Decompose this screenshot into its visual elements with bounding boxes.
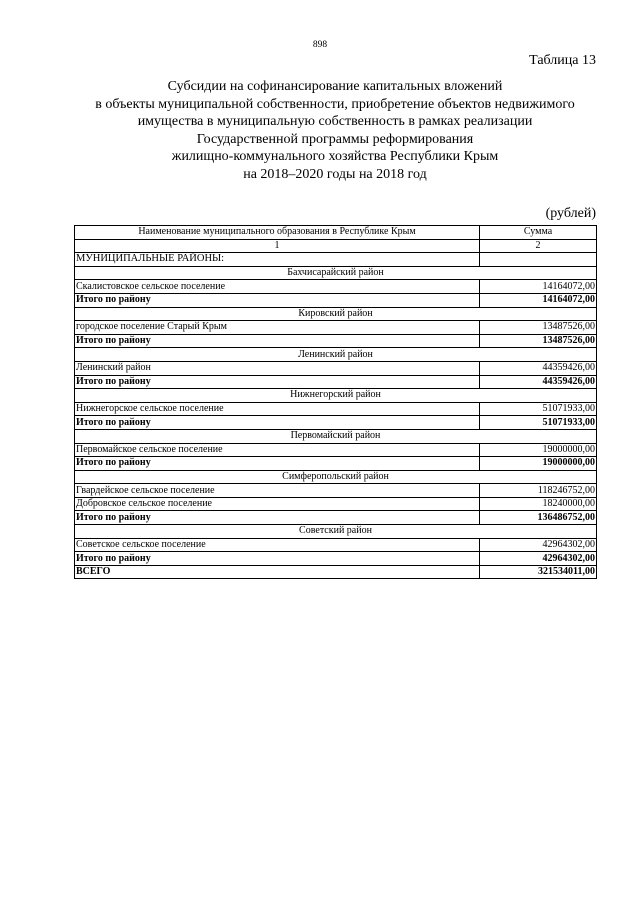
district-total-amount: 51071933,00 <box>480 416 597 430</box>
district-name: Первомайский район <box>75 429 597 443</box>
table-row <box>75 280 597 294</box>
district-total-amount: 44359426,00 <box>480 375 597 389</box>
municipality-amount: 118246752,00 <box>480 484 597 498</box>
district-name: Кировский район <box>75 307 597 321</box>
municipality-name: Первомайское сельское поселение <box>75 443 480 457</box>
municipality-amount: 44359426,00 <box>480 361 597 375</box>
municipality-name: Нижнегорское сельское поселение <box>75 402 480 416</box>
municipality-amount: 14164072,00 <box>480 280 597 294</box>
municipality-name: Ленинский район <box>75 361 480 375</box>
page-number: 898 <box>312 40 328 50</box>
district-total-row <box>75 375 597 389</box>
district-name: Бахчисарайский район <box>75 266 597 280</box>
district-header-row <box>75 525 597 539</box>
district-total-amount: 136486752,00 <box>480 511 597 525</box>
district-total-amount: 13487526,00 <box>480 334 597 348</box>
district-total-label: Итого по району <box>75 457 480 471</box>
table-row <box>75 538 597 552</box>
table-row <box>75 321 597 335</box>
district-header-row <box>75 389 597 403</box>
municipality-name: Советское сельское поселение <box>75 538 480 552</box>
municipality-amount: 19000000,00 <box>480 443 597 457</box>
title-line: жилищно-коммунального хозяйства Республики Крым <box>171 149 499 164</box>
district-name: Симферопольский район <box>75 470 597 484</box>
district-header-row <box>75 348 597 362</box>
table-numbering-row <box>75 239 597 253</box>
grand-total-row <box>75 565 597 579</box>
district-name: Нижнегорский район <box>75 389 597 403</box>
municipality-amount: 13487526,00 <box>480 321 597 335</box>
table-row <box>75 497 597 511</box>
district-header-row <box>75 429 597 443</box>
district-total-row <box>75 334 597 348</box>
numbering-cell-1: 1 <box>75 239 480 253</box>
district-header-row <box>75 470 597 484</box>
municipality-name: Скалистовское сельское поселение <box>75 280 480 294</box>
district-name: Советский район <box>75 525 597 539</box>
numbering-cell-2: 2 <box>480 239 597 253</box>
municipality-name: городское поселение Старый Крым <box>75 321 480 335</box>
document-title <box>50 78 620 183</box>
municipality-name: Гвардейское сельское поселение <box>75 484 480 498</box>
district-total-row <box>75 293 597 307</box>
district-total-amount: 19000000,00 <box>480 457 597 471</box>
district-total-label: Итого по району <box>75 552 480 566</box>
municipality-amount: 51071933,00 <box>480 402 597 416</box>
section-row <box>75 253 597 267</box>
title-line: на 2018–2020 годы на 2018 год <box>243 166 427 182</box>
units-label: (рублей) <box>545 206 596 221</box>
district-total-row <box>75 416 597 430</box>
table-label: Таблица 13 <box>529 53 596 68</box>
district-total-amount: 42964302,00 <box>480 552 597 566</box>
grand-total-label: ВСЕГО <box>75 565 480 579</box>
header-name-cell: Наименование муниципального образования в Республике Крым <box>75 226 480 240</box>
table-row <box>75 484 597 498</box>
table-row <box>75 361 597 375</box>
district-name: Ленинский район <box>75 348 597 362</box>
municipality-amount: 18240000,00 <box>480 497 597 511</box>
table-row <box>75 443 597 457</box>
district-total-label: Итого по району <box>75 334 480 348</box>
title-line: Государственной программы реформирования <box>196 131 474 147</box>
district-total-row <box>75 511 597 525</box>
grand-total-amount: 321534011,00 <box>480 565 597 579</box>
title-line: имущества в муниципальную собственность в рамках реализации <box>137 114 533 129</box>
title-line: Субсидии на софинансирование капитальных вложений <box>167 79 503 94</box>
district-total-label: Итого по району <box>75 511 480 525</box>
district-total-row <box>75 457 597 471</box>
section-title: МУНИЦИПАЛЬНЫЕ РАЙОНЫ: <box>75 253 480 267</box>
district-total-amount: 14164072,00 <box>480 293 597 307</box>
district-total-row <box>75 552 597 566</box>
municipality-name: Добровское сельское поселение <box>75 497 480 511</box>
table-row <box>75 402 597 416</box>
municipality-amount: 42964302,00 <box>480 538 597 552</box>
district-header-row <box>75 307 597 321</box>
header-amount-cell: Сумма <box>480 226 597 240</box>
district-total-label: Итого по району <box>75 293 480 307</box>
section-empty-cell <box>480 253 597 267</box>
table-header-row <box>75 226 597 240</box>
subsidy-table <box>74 225 597 579</box>
district-total-label: Итого по району <box>75 375 480 389</box>
district-total-label: Итого по району <box>75 416 480 430</box>
title-line: в объекты муниципальной собственности, приобретение объектов недвижимого <box>95 96 575 112</box>
district-header-row <box>75 266 597 280</box>
